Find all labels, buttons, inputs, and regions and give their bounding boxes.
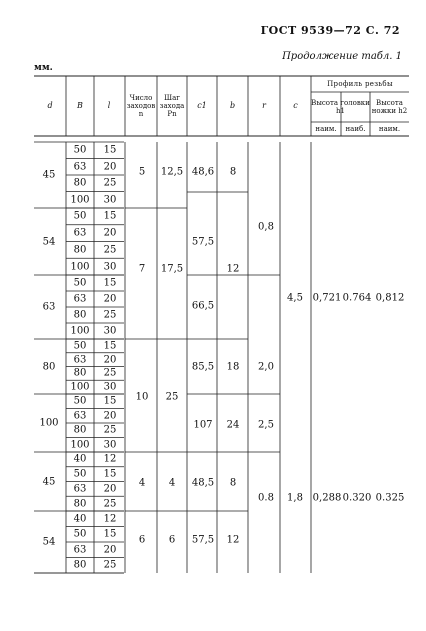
B-value: 50 — [73, 340, 87, 352]
b-value: 8 — [229, 166, 237, 178]
h2-min-2: 0.325 — [375, 492, 405, 504]
n-group-2: 7 — [138, 263, 146, 275]
l-value: 12 — [103, 513, 117, 525]
B-value: 100 — [70, 261, 90, 273]
d-value: 54 — [42, 536, 56, 548]
l-value: 30 — [103, 194, 117, 206]
pn-group-3: 25 — [165, 391, 179, 403]
B-value: 40 — [73, 453, 87, 465]
header-dedendum-height: Высота ножки h2 — [371, 98, 408, 115]
h1-max-1: 0.764 — [342, 292, 372, 304]
header-h1-min: наим. — [315, 124, 337, 133]
B-value: 50 — [73, 210, 87, 222]
B-value: 63 — [73, 161, 87, 173]
l-value: 30 — [103, 325, 117, 337]
header-r: r — [262, 101, 266, 111]
B-value: 63 — [73, 293, 87, 305]
c1-value: 66,5 — [191, 300, 215, 312]
header-B: B — [77, 101, 83, 111]
B-value: 50 — [73, 277, 87, 289]
B-value: 50 — [73, 395, 87, 407]
B-value: 100 — [70, 194, 90, 206]
header-lead-pitch: Шаг захода Pn — [159, 93, 185, 119]
l-value: 12 — [103, 453, 117, 465]
l-value: 20 — [103, 410, 117, 422]
b-value: 8 — [229, 477, 237, 489]
B-value: 80 — [73, 559, 87, 571]
l-value: 20 — [103, 483, 117, 495]
l-value: 30 — [103, 381, 117, 393]
page-header: ГОСТ 9539—72 С. 72 — [260, 24, 400, 37]
h1-min-1: 0,721 — [312, 292, 342, 304]
c-value-2: 1,8 — [287, 492, 303, 504]
header-h1-max: наиб. — [345, 124, 366, 133]
pn-group-4: 4 — [168, 477, 176, 489]
pn-group-2: 17,5 — [160, 263, 184, 275]
B-value: 63 — [73, 410, 87, 422]
B-value: 50 — [73, 528, 87, 540]
B-value: 63 — [73, 544, 87, 556]
pn-group-1: 12,5 — [160, 166, 184, 178]
c1-value: 107 — [193, 419, 213, 431]
r-value-2: 2,0 — [258, 361, 274, 373]
header-l: l — [107, 101, 111, 111]
B-value: 63 — [73, 354, 87, 366]
B-value: 80 — [73, 177, 87, 189]
l-value: 25 — [103, 498, 117, 510]
c-value-1: 4,5 — [287, 292, 303, 304]
l-value: 20 — [103, 227, 117, 239]
l-value: 30 — [103, 439, 117, 451]
b-value: 12 — [226, 263, 240, 275]
c1-value: 48,5 — [191, 477, 215, 489]
l-value: 20 — [103, 544, 117, 556]
r-value-4: 0.8 — [258, 492, 274, 504]
B-value: 100 — [70, 381, 90, 393]
l-value: 20 — [103, 161, 117, 173]
n-group-1: 5 — [138, 166, 146, 178]
h2-min-1: 0,812 — [375, 292, 405, 304]
B-value: 80 — [73, 424, 87, 436]
B-value: 50 — [73, 468, 87, 480]
d-value: 80 — [42, 361, 56, 372]
header-h2-min: наим. — [378, 124, 401, 133]
header-b: b — [229, 101, 236, 111]
header-number-of-starts: Число заходов n — [126, 93, 156, 119]
n-group-5: 6 — [138, 534, 146, 546]
b-value: 24 — [226, 419, 240, 431]
d-value: 54 — [42, 236, 56, 247]
c1-value: 57,5 — [191, 534, 215, 546]
header-addendum-height: Высота головки h1 — [311, 98, 370, 115]
n-group-4: 4 — [138, 477, 146, 489]
r-value-1: 0,8 — [258, 221, 274, 233]
d-value: 100 — [39, 417, 59, 429]
B-value: 100 — [70, 325, 90, 337]
b-value: 18 — [226, 361, 240, 373]
B-value: 63 — [73, 227, 87, 239]
l-value: 25 — [103, 367, 117, 379]
B-value: 80 — [73, 498, 87, 510]
B-value: 80 — [73, 309, 87, 321]
l-value: 15 — [103, 395, 117, 407]
b-value: 12 — [226, 534, 240, 546]
l-value: 25 — [103, 244, 117, 256]
d-value: 45 — [42, 169, 56, 181]
header-d: d — [47, 101, 53, 111]
l-value: 15 — [103, 528, 117, 540]
B-value: 40 — [73, 513, 87, 525]
B-value: 50 — [73, 144, 87, 156]
h1-max-2: 0.320 — [342, 492, 372, 504]
unit-label: мм. — [34, 63, 53, 73]
l-value: 15 — [103, 144, 117, 156]
l-value: 15 — [103, 210, 117, 222]
c1-value: 57,5 — [191, 236, 215, 248]
l-value: 20 — [103, 354, 117, 366]
h1-min-2: 0,288 — [312, 492, 342, 504]
l-value: 25 — [103, 559, 117, 571]
r-value-3: 2,5 — [258, 419, 274, 431]
l-value: 30 — [103, 261, 117, 273]
l-value: 15 — [103, 468, 117, 480]
B-value: 63 — [73, 483, 87, 495]
l-value: 20 — [103, 293, 117, 305]
pn-group-5: 6 — [168, 534, 176, 546]
l-value: 15 — [103, 340, 117, 352]
c1-value: 48,6 — [191, 166, 215, 178]
header-c1: c1 — [197, 101, 207, 111]
n-group-3: 10 — [135, 391, 149, 403]
header-thread-profile: Профиль резьбы — [327, 79, 393, 88]
l-value: 15 — [103, 277, 117, 289]
B-value: 100 — [70, 439, 90, 451]
header-c: c — [293, 101, 298, 111]
B-value: 80 — [73, 367, 87, 379]
l-value: 25 — [103, 424, 117, 436]
c1-value: 85,5 — [191, 361, 215, 373]
l-value: 25 — [103, 177, 117, 189]
B-value: 80 — [73, 244, 87, 256]
d-value: 63 — [42, 301, 56, 313]
d-value: 45 — [42, 476, 56, 487]
l-value: 25 — [103, 309, 117, 321]
table-continuation-label: Продолжение табл. 1 — [282, 51, 402, 62]
